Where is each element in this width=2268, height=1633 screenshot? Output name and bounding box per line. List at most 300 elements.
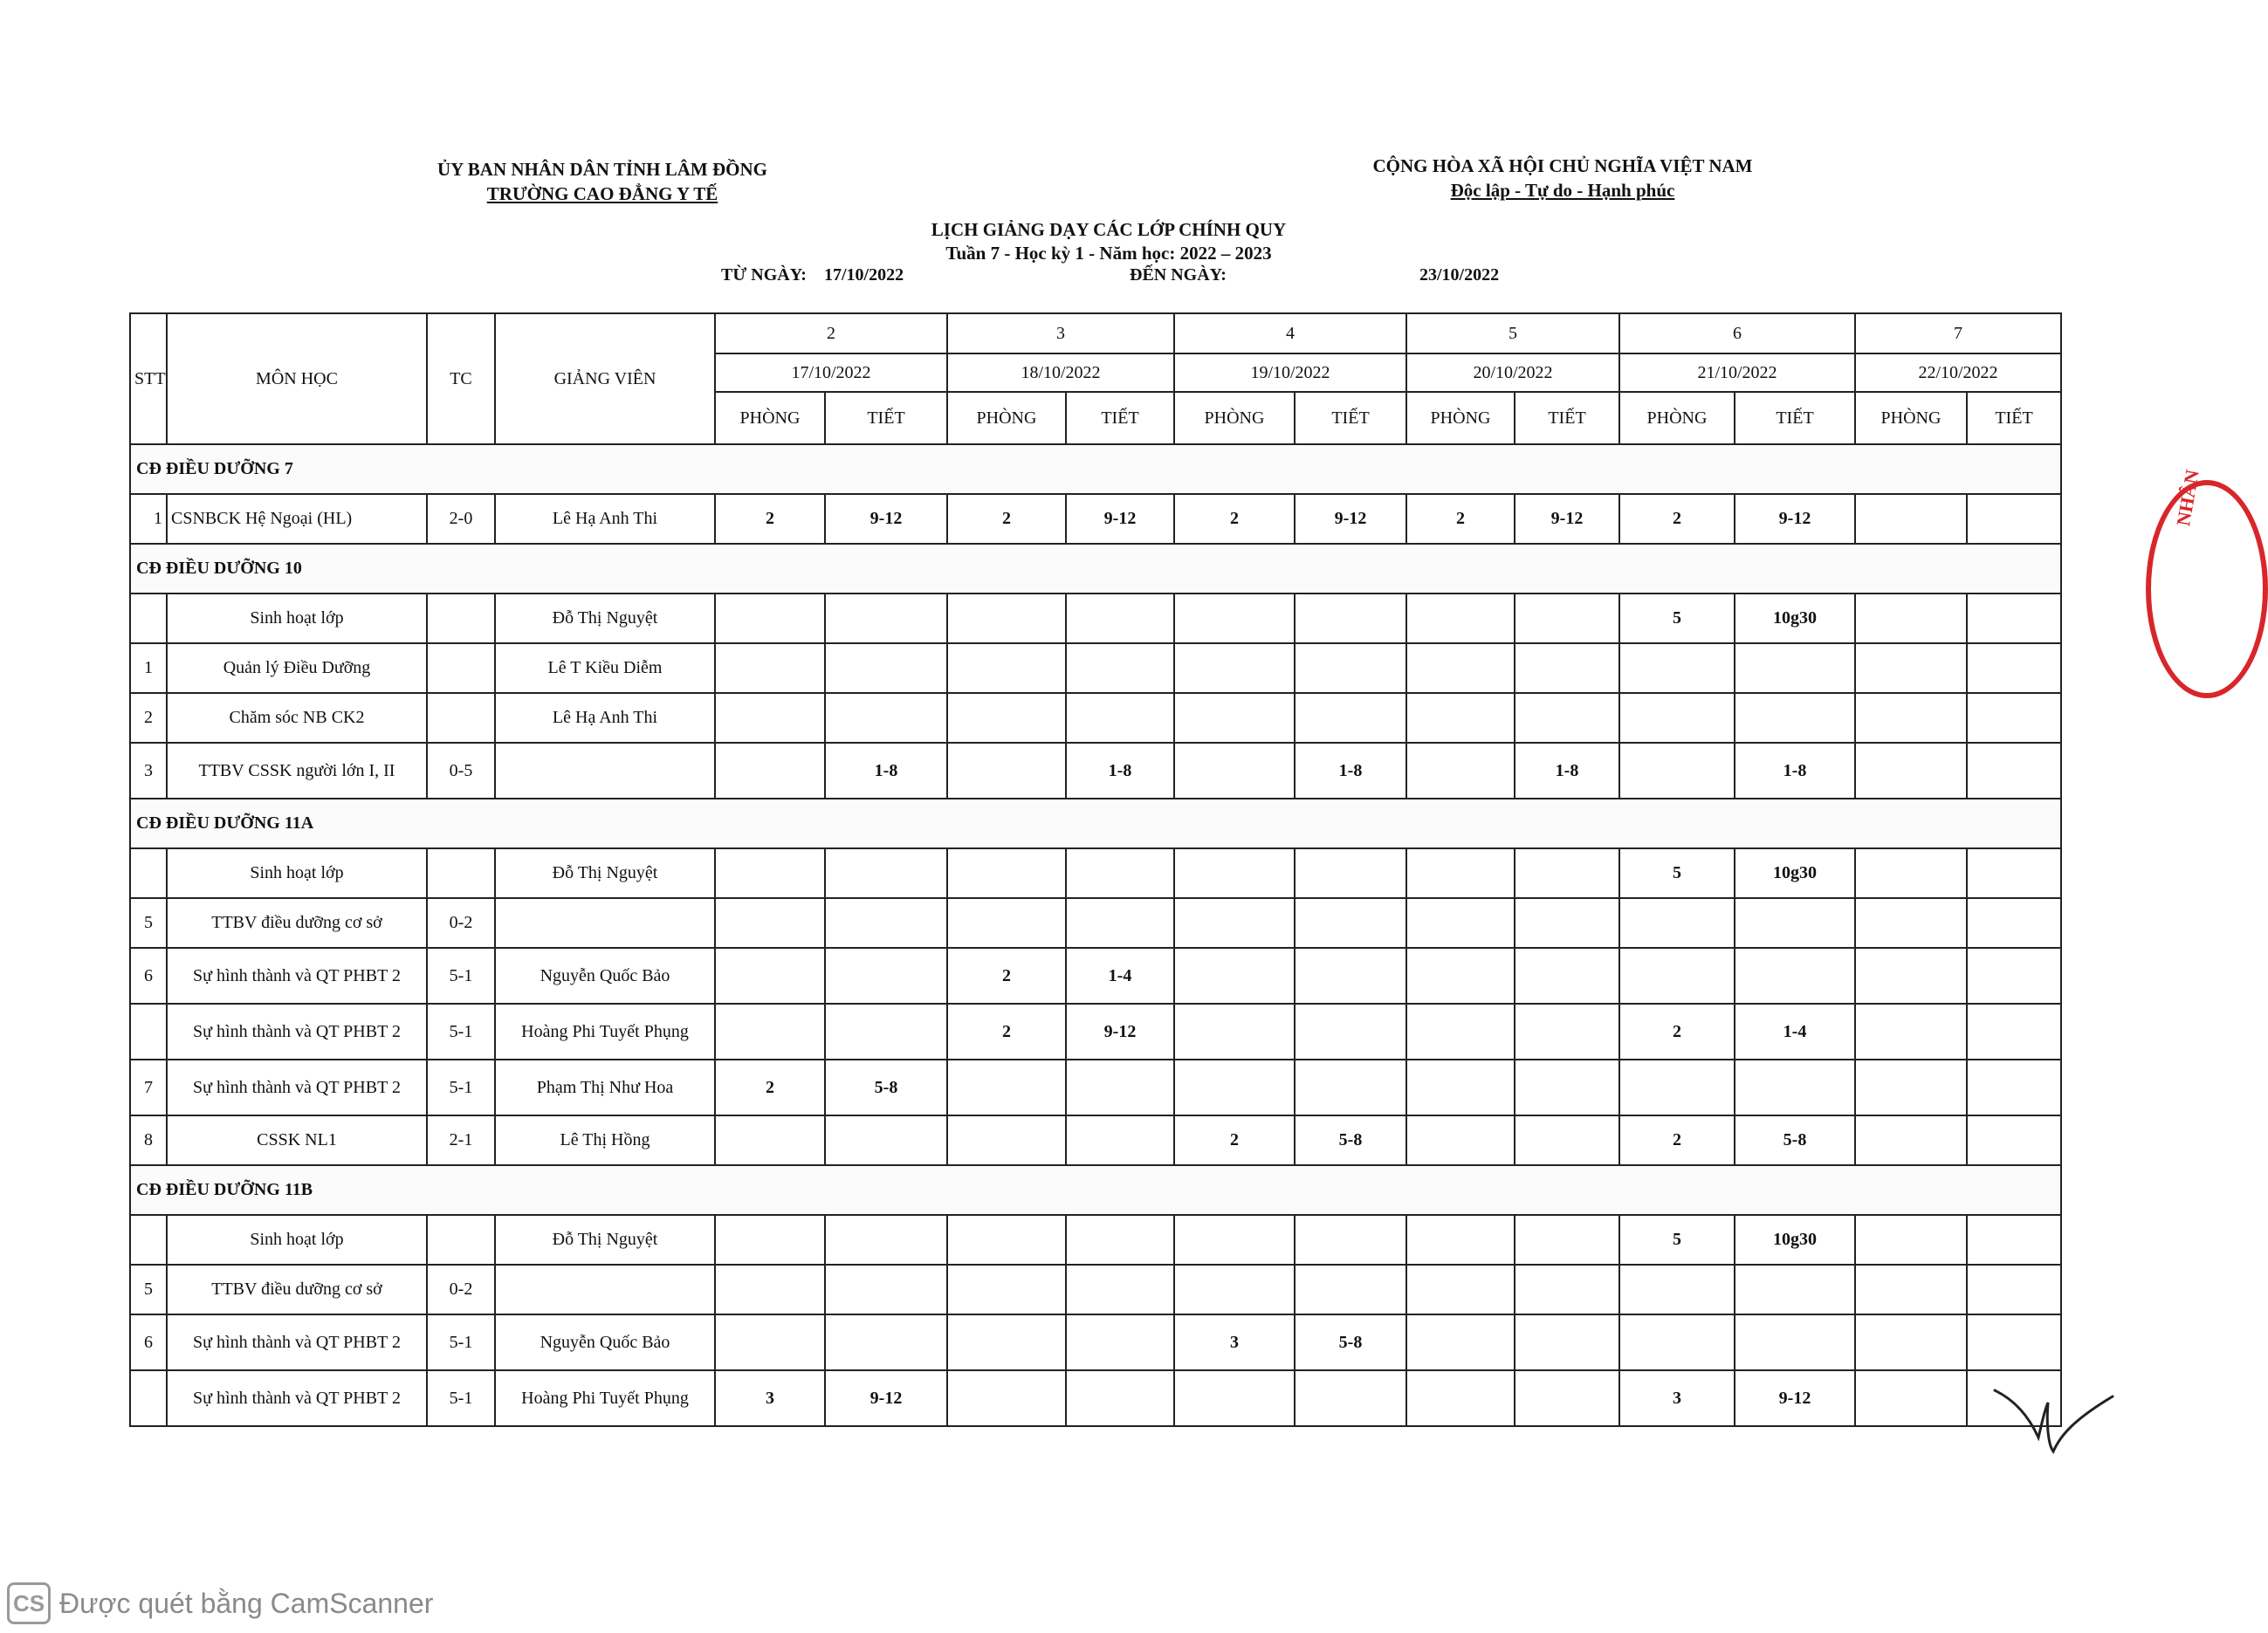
period-cell bbox=[1295, 1004, 1406, 1060]
row-subject: Sinh hoạt lớp bbox=[167, 594, 427, 643]
period-cell bbox=[1515, 1370, 1619, 1426]
period-cell bbox=[1295, 594, 1406, 643]
period-cell bbox=[1967, 1265, 2061, 1314]
period-cell bbox=[1515, 1314, 1619, 1370]
row-tc: 5-1 bbox=[427, 1314, 495, 1370]
room-cell: 2 bbox=[715, 1060, 825, 1115]
day-number: 7 bbox=[1855, 313, 2061, 353]
table-row bbox=[130, 1265, 2061, 1314]
row-lecturer bbox=[495, 1265, 715, 1314]
col-header-period: TIẾT bbox=[825, 392, 947, 444]
period-cell bbox=[1515, 1004, 1619, 1060]
period-cell bbox=[1967, 494, 2061, 544]
day-date: 21/10/2022 bbox=[1619, 353, 1855, 392]
room-cell bbox=[947, 1370, 1066, 1426]
period-cell bbox=[1295, 948, 1406, 1004]
day-number: 4 bbox=[1174, 313, 1406, 353]
row-subject: Sự hình thành và QT PHBT 2 bbox=[167, 1060, 427, 1115]
row-tc: 5-1 bbox=[427, 1060, 495, 1115]
period-cell bbox=[1515, 693, 1619, 743]
room-cell bbox=[1174, 743, 1295, 799]
row-stt: 6 bbox=[130, 948, 167, 1004]
room-cell bbox=[947, 1215, 1066, 1265]
room-cell bbox=[715, 848, 825, 898]
col-header-subject: MÔN HỌC bbox=[167, 313, 427, 444]
room-cell bbox=[1855, 898, 1967, 948]
period-cell bbox=[825, 594, 947, 643]
period-cell bbox=[1295, 898, 1406, 948]
period-cell: 9-12 bbox=[1735, 494, 1855, 544]
room-cell bbox=[1619, 1314, 1735, 1370]
row-subject: Chăm sóc NB CK2 bbox=[167, 693, 427, 743]
row-stt: 6 bbox=[130, 1314, 167, 1370]
table-row bbox=[130, 848, 2061, 898]
room-cell: 2 bbox=[1619, 1004, 1735, 1060]
room-cell bbox=[947, 1314, 1066, 1370]
title-main: LỊCH GIẢNG DẠY CÁC LỚP CHÍNH QUY bbox=[931, 219, 1287, 240]
room-cell: 2 bbox=[947, 494, 1066, 544]
period-cell: 9-12 bbox=[1295, 494, 1406, 544]
room-cell bbox=[947, 1115, 1066, 1165]
row-stt bbox=[130, 848, 167, 898]
row-tc bbox=[427, 848, 495, 898]
class-group-row bbox=[130, 444, 2061, 494]
col-header-room: PHÒNG bbox=[1855, 392, 1967, 444]
period-cell bbox=[1967, 1115, 2061, 1165]
row-lecturer: Nguyễn Quốc Bảo bbox=[495, 1314, 715, 1370]
room-cell: 2 bbox=[1619, 494, 1735, 544]
period-cell: 9-12 bbox=[1515, 494, 1619, 544]
row-subject: Sự hình thành và QT PHBT 2 bbox=[167, 1370, 427, 1426]
room-cell bbox=[715, 1215, 825, 1265]
official-seal bbox=[2146, 480, 2268, 698]
table-row bbox=[130, 948, 2061, 1004]
room-cell bbox=[1174, 643, 1295, 693]
room-cell bbox=[715, 643, 825, 693]
room-cell bbox=[715, 1004, 825, 1060]
room-cell bbox=[1619, 1265, 1735, 1314]
period-cell bbox=[1967, 898, 2061, 948]
period-cell bbox=[1967, 1215, 2061, 1265]
row-subject: TTBV điều dưỡng cơ sở bbox=[167, 1265, 427, 1314]
period-cell: 5-8 bbox=[1735, 1115, 1855, 1165]
row-tc bbox=[427, 594, 495, 643]
room-cell: 2 bbox=[1406, 494, 1515, 544]
class-group-row bbox=[130, 1165, 2061, 1215]
table-row bbox=[130, 643, 2061, 693]
day-date: 20/10/2022 bbox=[1406, 353, 1619, 392]
col-header-room: PHÒNG bbox=[1619, 392, 1735, 444]
room-cell bbox=[1406, 1215, 1515, 1265]
room-cell bbox=[1174, 693, 1295, 743]
row-tc: 0-2 bbox=[427, 898, 495, 948]
row-lecturer: Phạm Thị Như Hoa bbox=[495, 1060, 715, 1115]
period-cell bbox=[1735, 1265, 1855, 1314]
period-cell: 1-8 bbox=[1295, 743, 1406, 799]
room-cell bbox=[1406, 1060, 1515, 1115]
period-cell bbox=[825, 948, 947, 1004]
col-header-room: PHÒNG bbox=[1406, 392, 1515, 444]
period-cell: 1-8 bbox=[1066, 743, 1174, 799]
room-cell: 5 bbox=[1619, 594, 1735, 643]
row-tc: 0-5 bbox=[427, 743, 495, 799]
room-cell bbox=[1406, 848, 1515, 898]
period-cell: 5-8 bbox=[825, 1060, 947, 1115]
room-cell bbox=[715, 693, 825, 743]
national-motto bbox=[1318, 154, 1807, 202]
title-sub: Tuần 7 - Học kỳ 1 - Năm học: 2022 – 2023 bbox=[945, 243, 1272, 264]
row-lecturer: Đỗ Thị Nguyệt bbox=[495, 848, 715, 898]
col-header-period: TIẾT bbox=[1066, 392, 1174, 444]
watermark-text: Được quét bằng CamScanner bbox=[59, 1587, 434, 1619]
class-group-name: CĐ ĐIỀU DƯỠNG 11B bbox=[130, 1165, 2061, 1215]
period-cell bbox=[1735, 948, 1855, 1004]
room-cell bbox=[1855, 848, 1967, 898]
room-cell bbox=[947, 693, 1066, 743]
period-cell bbox=[1967, 594, 2061, 643]
period-cell bbox=[1967, 1060, 2061, 1115]
room-cell bbox=[1174, 594, 1295, 643]
room-cell bbox=[947, 743, 1066, 799]
room-cell bbox=[1406, 693, 1515, 743]
period-cell bbox=[1967, 643, 2061, 693]
period-cell bbox=[1515, 1115, 1619, 1165]
room-cell bbox=[1855, 948, 1967, 1004]
period-cell bbox=[1295, 1265, 1406, 1314]
room-cell bbox=[1855, 1215, 1967, 1265]
room-cell: 2 bbox=[1619, 1115, 1735, 1165]
table-row bbox=[130, 693, 2061, 743]
room-cell bbox=[1174, 898, 1295, 948]
room-cell bbox=[1406, 594, 1515, 643]
row-stt bbox=[130, 1215, 167, 1265]
col-header-room: PHÒNG bbox=[947, 392, 1066, 444]
period-cell bbox=[1967, 948, 2061, 1004]
period-cell: 1-8 bbox=[1735, 743, 1855, 799]
period-cell bbox=[1515, 594, 1619, 643]
room-cell: 3 bbox=[1619, 1370, 1735, 1426]
room-cell bbox=[947, 1265, 1066, 1314]
col-header-room: PHÒNG bbox=[715, 392, 825, 444]
period-cell bbox=[1967, 1314, 2061, 1370]
org-line1: ỦY BAN NHÂN DÂN TỈNH LÂM ĐỒNG bbox=[436, 159, 767, 180]
col-header-room: PHÒNG bbox=[1174, 392, 1295, 444]
room-cell bbox=[1855, 1115, 1967, 1165]
room-cell bbox=[1855, 643, 1967, 693]
period-cell bbox=[1066, 693, 1174, 743]
room-cell bbox=[715, 898, 825, 948]
room-cell bbox=[947, 643, 1066, 693]
period-cell bbox=[825, 693, 947, 743]
room-cell bbox=[1406, 948, 1515, 1004]
period-cell bbox=[1295, 1370, 1406, 1426]
day-date: 17/10/2022 bbox=[715, 353, 947, 392]
room-cell: 2 bbox=[1174, 494, 1295, 544]
room-cell: 2 bbox=[1174, 1115, 1295, 1165]
period-cell bbox=[825, 1265, 947, 1314]
period-cell: 1-4 bbox=[1066, 948, 1174, 1004]
class-group-row bbox=[130, 799, 2061, 848]
room-cell bbox=[947, 594, 1066, 643]
seal-text: NHÂN bbox=[2172, 468, 2203, 528]
period-cell bbox=[825, 1115, 947, 1165]
row-subject: CSNBCK Hệ Ngoại (HL) bbox=[167, 494, 427, 544]
row-subject: Sự hình thành và QT PHBT 2 bbox=[167, 948, 427, 1004]
period-cell bbox=[1066, 1115, 1174, 1165]
period-cell: 5-8 bbox=[1295, 1115, 1406, 1165]
room-cell bbox=[1406, 1314, 1515, 1370]
period-cell bbox=[825, 1004, 947, 1060]
row-lecturer: Lê Hạ Anh Thi bbox=[495, 693, 715, 743]
period-cell: 9-12 bbox=[1066, 494, 1174, 544]
room-cell bbox=[1619, 743, 1735, 799]
period-cell bbox=[1967, 743, 2061, 799]
table-row bbox=[130, 494, 2061, 544]
row-stt bbox=[130, 1004, 167, 1060]
table-row bbox=[130, 1004, 2061, 1060]
class-group-name: CĐ ĐIỀU DƯỠNG 7 bbox=[130, 444, 2061, 494]
table-row bbox=[130, 898, 2061, 948]
row-subject: Sự hình thành và QT PHBT 2 bbox=[167, 1314, 427, 1370]
period-cell bbox=[1515, 1215, 1619, 1265]
room-cell bbox=[1855, 1370, 1967, 1426]
period-cell: 9-12 bbox=[825, 1370, 947, 1426]
row-lecturer: Nguyễn Quốc Bảo bbox=[495, 948, 715, 1004]
room-cell bbox=[715, 594, 825, 643]
period-cell: 10g30 bbox=[1735, 594, 1855, 643]
room-cell bbox=[947, 848, 1066, 898]
day-number: 5 bbox=[1406, 313, 1619, 353]
schedule-table bbox=[129, 312, 2062, 1427]
class-group-name: CĐ ĐIỀU DƯỠNG 11A bbox=[130, 799, 2061, 848]
row-tc bbox=[427, 1215, 495, 1265]
period-cell bbox=[1295, 1060, 1406, 1115]
col-header-stt: STT bbox=[130, 313, 167, 444]
room-cell: 3 bbox=[715, 1370, 825, 1426]
row-lecturer bbox=[495, 898, 715, 948]
period-cell: 10g30 bbox=[1735, 848, 1855, 898]
class-group-name: CĐ ĐIỀU DƯỠNG 10 bbox=[130, 544, 2061, 594]
table-row bbox=[130, 743, 2061, 799]
room-cell bbox=[715, 743, 825, 799]
period-cell: 1-8 bbox=[825, 743, 947, 799]
row-tc bbox=[427, 693, 495, 743]
room-cell bbox=[715, 1115, 825, 1165]
from-date: 17/10/2022 bbox=[824, 265, 904, 285]
room-cell: 3 bbox=[1174, 1314, 1295, 1370]
period-cell bbox=[1735, 643, 1855, 693]
nation-line2: Độc lập - Tự do - Hạnh phúc bbox=[1450, 180, 1675, 201]
period-cell bbox=[1066, 643, 1174, 693]
period-cell bbox=[1967, 848, 2061, 898]
room-cell bbox=[1406, 1004, 1515, 1060]
day-number: 6 bbox=[1619, 313, 1855, 353]
period-cell bbox=[1515, 848, 1619, 898]
row-stt: 3 bbox=[130, 743, 167, 799]
row-lecturer bbox=[495, 743, 715, 799]
period-cell bbox=[1967, 1004, 2061, 1060]
col-header-period: TIẾT bbox=[1735, 392, 1855, 444]
row-tc: 5-1 bbox=[427, 1004, 495, 1060]
period-cell bbox=[1515, 948, 1619, 1004]
room-cell bbox=[947, 898, 1066, 948]
period-cell: 9-12 bbox=[1066, 1004, 1174, 1060]
row-subject: TTBV điều dưỡng cơ sở bbox=[167, 898, 427, 948]
row-lecturer: Lê Hạ Anh Thi bbox=[495, 494, 715, 544]
period-cell bbox=[1735, 898, 1855, 948]
period-cell bbox=[825, 1215, 947, 1265]
row-tc: 5-1 bbox=[427, 948, 495, 1004]
row-lecturer: Lê T Kiều Diễm bbox=[495, 643, 715, 693]
row-stt: 1 bbox=[130, 643, 167, 693]
period-cell bbox=[1295, 1215, 1406, 1265]
room-cell bbox=[947, 1060, 1066, 1115]
col-header-lecturer: GIẢNG VIÊN bbox=[495, 313, 715, 444]
period-cell bbox=[1515, 1060, 1619, 1115]
row-stt: 8 bbox=[130, 1115, 167, 1165]
to-label: ĐẾN NGÀY: bbox=[1130, 265, 1227, 285]
day-number: 3 bbox=[947, 313, 1174, 353]
room-cell: 5 bbox=[1619, 1215, 1735, 1265]
room-cell bbox=[1855, 693, 1967, 743]
period-cell: 1-4 bbox=[1735, 1004, 1855, 1060]
row-tc: 2-0 bbox=[427, 494, 495, 544]
period-cell bbox=[1515, 1265, 1619, 1314]
room-cell bbox=[1406, 1265, 1515, 1314]
period-cell bbox=[1295, 643, 1406, 693]
room-cell bbox=[1174, 848, 1295, 898]
row-subject: Sự hình thành và QT PHBT 2 bbox=[167, 1004, 427, 1060]
room-cell bbox=[1619, 948, 1735, 1004]
row-lecturer: Lê Thị Hồng bbox=[495, 1115, 715, 1165]
table-row bbox=[130, 1370, 2061, 1426]
table-row bbox=[130, 594, 2061, 643]
period-cell bbox=[825, 848, 947, 898]
room-cell bbox=[1406, 1115, 1515, 1165]
period-cell: 9-12 bbox=[1735, 1370, 1855, 1426]
room-cell bbox=[1406, 643, 1515, 693]
room-cell bbox=[715, 1265, 825, 1314]
row-stt: 1 bbox=[130, 494, 167, 544]
period-cell: 5-8 bbox=[1295, 1314, 1406, 1370]
period-cell bbox=[1066, 1314, 1174, 1370]
row-subject: Sinh hoạt lớp bbox=[167, 848, 427, 898]
period-cell: 10g30 bbox=[1735, 1215, 1855, 1265]
row-stt bbox=[130, 1370, 167, 1426]
room-cell bbox=[1174, 1370, 1295, 1426]
row-subject: Quản lý Điều Dưỡng bbox=[167, 643, 427, 693]
table-row bbox=[130, 1215, 2061, 1265]
row-subject: Sinh hoạt lớp bbox=[167, 1215, 427, 1265]
room-cell bbox=[1174, 948, 1295, 1004]
room-cell bbox=[1406, 1370, 1515, 1426]
row-stt: 2 bbox=[130, 693, 167, 743]
row-subject: TTBV CSSK người lớn I, II bbox=[167, 743, 427, 799]
period-cell bbox=[1295, 693, 1406, 743]
period-cell: 1-8 bbox=[1515, 743, 1619, 799]
room-cell bbox=[1174, 1004, 1295, 1060]
period-cell bbox=[1515, 643, 1619, 693]
room-cell bbox=[1855, 494, 1967, 544]
room-cell: 5 bbox=[1619, 848, 1735, 898]
scanner-watermark bbox=[7, 1582, 433, 1624]
room-cell bbox=[1174, 1215, 1295, 1265]
row-stt bbox=[130, 594, 167, 643]
row-lecturer: Đỗ Thị Nguyệt bbox=[495, 594, 715, 643]
to-date: 23/10/2022 bbox=[1419, 265, 1500, 285]
period-cell bbox=[1735, 1060, 1855, 1115]
room-cell: 2 bbox=[947, 948, 1066, 1004]
period-cell bbox=[1066, 1265, 1174, 1314]
document-title bbox=[768, 218, 1449, 265]
room-cell bbox=[1855, 1265, 1967, 1314]
period-cell bbox=[1066, 1215, 1174, 1265]
period-cell bbox=[1515, 898, 1619, 948]
nation-line1: CỘNG HÒA XÃ HỘI CHỦ NGHĨA VIỆT NAM bbox=[1372, 155, 1753, 176]
period-cell bbox=[1066, 848, 1174, 898]
table-row bbox=[130, 1314, 2061, 1370]
row-tc: 0-2 bbox=[427, 1265, 495, 1314]
room-cell: 2 bbox=[715, 494, 825, 544]
room-cell bbox=[1406, 898, 1515, 948]
row-lecturer: Đỗ Thị Nguyệt bbox=[495, 1215, 715, 1265]
col-header-period: TIẾT bbox=[1295, 392, 1406, 444]
room-cell bbox=[1174, 1265, 1295, 1314]
period-cell bbox=[1295, 848, 1406, 898]
period-cell bbox=[1735, 1314, 1855, 1370]
room-cell bbox=[1619, 643, 1735, 693]
room-cell bbox=[1619, 693, 1735, 743]
row-tc: 2-1 bbox=[427, 1115, 495, 1165]
signature bbox=[1990, 1383, 2130, 1462]
period-cell bbox=[825, 898, 947, 948]
room-cell bbox=[1174, 1060, 1295, 1115]
day-date: 22/10/2022 bbox=[1855, 353, 2061, 392]
period-cell bbox=[1066, 594, 1174, 643]
camscanner-logo: CS bbox=[7, 1582, 51, 1624]
col-header-tc: TC bbox=[427, 313, 495, 444]
row-stt: 5 bbox=[130, 1265, 167, 1314]
room-cell bbox=[1855, 1314, 1967, 1370]
table-row bbox=[130, 1060, 2061, 1115]
row-stt: 7 bbox=[130, 1060, 167, 1115]
issuing-organization bbox=[375, 157, 829, 206]
room-cell bbox=[1855, 1060, 1967, 1115]
row-lecturer: Hoàng Phi Tuyết Phụng bbox=[495, 1004, 715, 1060]
room-cell bbox=[1619, 898, 1735, 948]
col-header-period: TIẾT bbox=[1967, 392, 2061, 444]
room-cell bbox=[1855, 743, 1967, 799]
period-cell bbox=[1967, 693, 2061, 743]
class-group-row bbox=[130, 544, 2061, 594]
period-cell bbox=[1066, 1060, 1174, 1115]
period-cell bbox=[1066, 898, 1174, 948]
period-cell bbox=[1735, 693, 1855, 743]
day-number: 2 bbox=[715, 313, 947, 353]
room-cell bbox=[1619, 1060, 1735, 1115]
day-date: 18/10/2022 bbox=[947, 353, 1174, 392]
room-cell bbox=[1855, 594, 1967, 643]
from-label: TỪ NGÀY: bbox=[721, 265, 807, 285]
period-cell: 9-12 bbox=[825, 494, 947, 544]
row-tc: 5-1 bbox=[427, 1370, 495, 1426]
period-cell bbox=[825, 643, 947, 693]
row-tc bbox=[427, 643, 495, 693]
room-cell bbox=[1406, 743, 1515, 799]
row-stt: 5 bbox=[130, 898, 167, 948]
col-header-period: TIẾT bbox=[1515, 392, 1619, 444]
day-date: 19/10/2022 bbox=[1174, 353, 1406, 392]
